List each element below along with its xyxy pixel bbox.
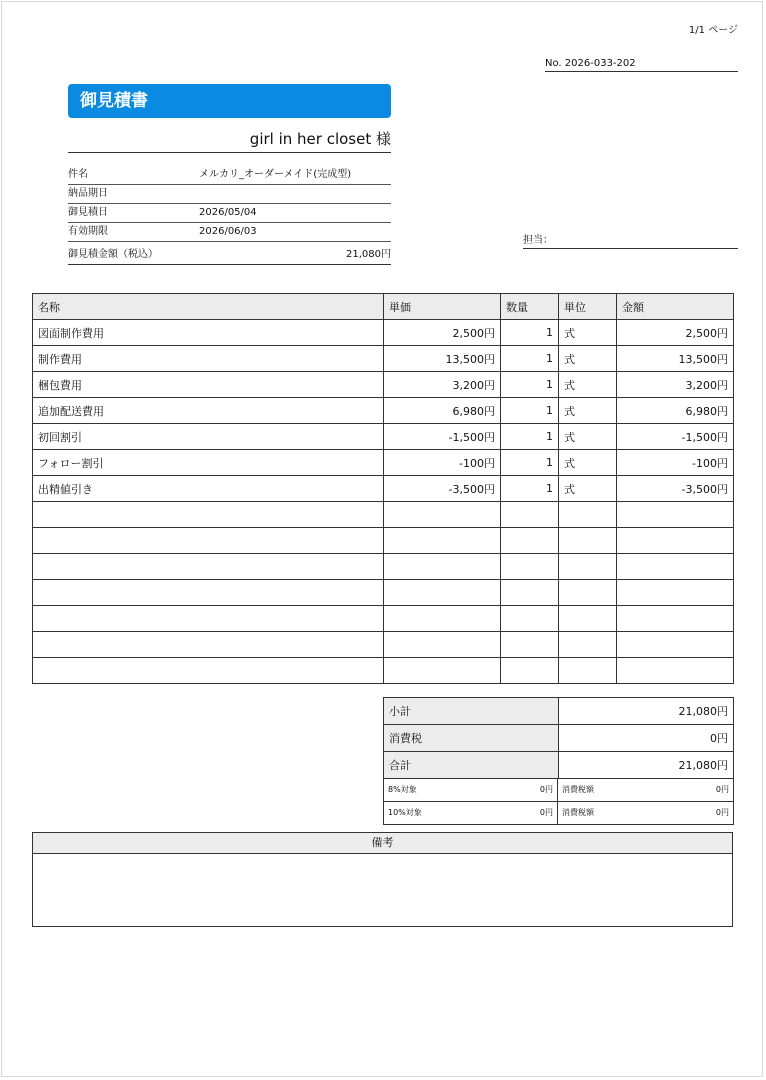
- item-unit-price: 6,980円: [384, 398, 501, 424]
- total-label: 御見積金額（税込）: [68, 249, 158, 260]
- info-label: 有効期限: [68, 226, 108, 237]
- table-row: [33, 450, 734, 476]
- item-unit-price: 3,200円: [384, 372, 501, 398]
- tax-amount-value: 0円: [646, 778, 734, 801]
- item-qty: 1: [501, 346, 559, 372]
- item-amount: -100円: [617, 450, 734, 476]
- table-row: [33, 320, 734, 346]
- subtotal-value: 21,080円: [559, 698, 734, 725]
- grand-total-row: [384, 752, 734, 779]
- remarks-header: 備考: [33, 833, 732, 854]
- info-row: [68, 166, 391, 185]
- info-row: [68, 204, 391, 223]
- item-unit: 式: [559, 372, 617, 398]
- tax-breakdown-row: [384, 801, 734, 824]
- tax-base-value: 0円: [472, 778, 558, 801]
- total-row: [68, 246, 391, 265]
- total-value: 21,080円: [346, 249, 391, 260]
- info-label: 件名: [68, 169, 88, 180]
- item-qty: 1: [501, 476, 559, 502]
- item-unit: 式: [559, 476, 617, 502]
- item-unit-price: -100円: [384, 450, 501, 476]
- item-unit: 式: [559, 320, 617, 346]
- info-label: 納品期日: [68, 188, 108, 199]
- staff-field: 担当：: [523, 231, 738, 249]
- item-unit-price: 2,500円: [384, 320, 501, 346]
- recipient-name: girl in her closet 様: [68, 128, 391, 153]
- grand-total-label: 合計: [384, 752, 559, 779]
- col-amount-header: 金額: [617, 294, 734, 320]
- item-amount: 13,500円: [617, 346, 734, 372]
- empty-row: [33, 554, 734, 580]
- item-amount: 3,200円: [617, 372, 734, 398]
- item-name: 出精値引き: [33, 476, 384, 502]
- document-number: No. 2026-033-202: [545, 58, 738, 72]
- table-header-row: [33, 294, 734, 320]
- empty-row: [33, 632, 734, 658]
- item-unit-price: 13,500円: [384, 346, 501, 372]
- item-name: 制作費用: [33, 346, 384, 372]
- item-amount: 2,500円: [617, 320, 734, 346]
- table-row: [33, 372, 734, 398]
- tax-breakdown-table: [383, 778, 734, 825]
- items-table: [32, 293, 734, 684]
- empty-row: [33, 528, 734, 554]
- item-name: 梱包費用: [33, 372, 384, 398]
- col-name-header: 名称: [33, 294, 384, 320]
- item-amount: 6,980円: [617, 398, 734, 424]
- item-qty: 1: [501, 398, 559, 424]
- item-qty: 1: [501, 450, 559, 476]
- item-unit: 式: [559, 346, 617, 372]
- tax-base-value: 0円: [472, 801, 558, 824]
- item-unit: 式: [559, 398, 617, 424]
- info-row: [68, 223, 391, 242]
- item-name: 初回割引: [33, 424, 384, 450]
- tax-row: [384, 725, 734, 752]
- remarks-box: [32, 832, 733, 927]
- item-unit-price: -3,500円: [384, 476, 501, 502]
- tax-amount-label: 消費税額: [558, 778, 646, 801]
- table-row: [33, 424, 734, 450]
- col-qty-header: 数量: [501, 294, 559, 320]
- tax-breakdown-row: [384, 778, 734, 801]
- item-name: 追加配送費用: [33, 398, 384, 424]
- info-row: [68, 185, 391, 204]
- item-name: 図面制作費用: [33, 320, 384, 346]
- tax-value: 0円: [559, 725, 734, 752]
- info-value: [199, 185, 391, 203]
- info-value: メルカリ_オーダーメイド(完成型): [199, 169, 352, 180]
- item-amount: -3,500円: [617, 476, 734, 502]
- page-number: 1/1 ページ: [688, 25, 738, 36]
- document-title: 御見積書: [68, 84, 391, 118]
- col-unit-header: 単位: [559, 294, 617, 320]
- item-unit-price: -1,500円: [384, 424, 501, 450]
- table-row: [33, 346, 734, 372]
- item-unit: 式: [559, 424, 617, 450]
- empty-row: [33, 658, 734, 684]
- item-unit: 式: [559, 450, 617, 476]
- tax-rate-label: 8%対象: [384, 778, 472, 801]
- tax-rate-label: 10%対象: [388, 808, 422, 817]
- empty-row: [33, 580, 734, 606]
- quote-info: [68, 166, 391, 265]
- info-label: 御見積日: [68, 207, 108, 218]
- summary-table: [383, 697, 734, 779]
- info-value: 2026/05/04: [199, 207, 257, 218]
- item-qty: 1: [501, 372, 559, 398]
- tax-amount-value: 0円: [715, 808, 729, 817]
- subtotal-label: 小計: [384, 698, 559, 725]
- table-row: [33, 476, 734, 502]
- item-qty: 1: [501, 320, 559, 346]
- grand-total-value: 21,080円: [559, 752, 734, 779]
- tax-label: 消費税: [384, 725, 559, 752]
- empty-row: [33, 606, 734, 632]
- item-amount: -1,500円: [617, 424, 734, 450]
- item-qty: 1: [501, 424, 559, 450]
- tax-amount-label: 消費税額: [562, 808, 594, 817]
- col-unit-price-header: 単価: [384, 294, 501, 320]
- info-value: 2026/06/03: [199, 226, 257, 237]
- table-row: [33, 398, 734, 424]
- item-name: フォロー割引: [33, 450, 384, 476]
- subtotal-row: [384, 698, 734, 725]
- empty-row: [33, 502, 734, 528]
